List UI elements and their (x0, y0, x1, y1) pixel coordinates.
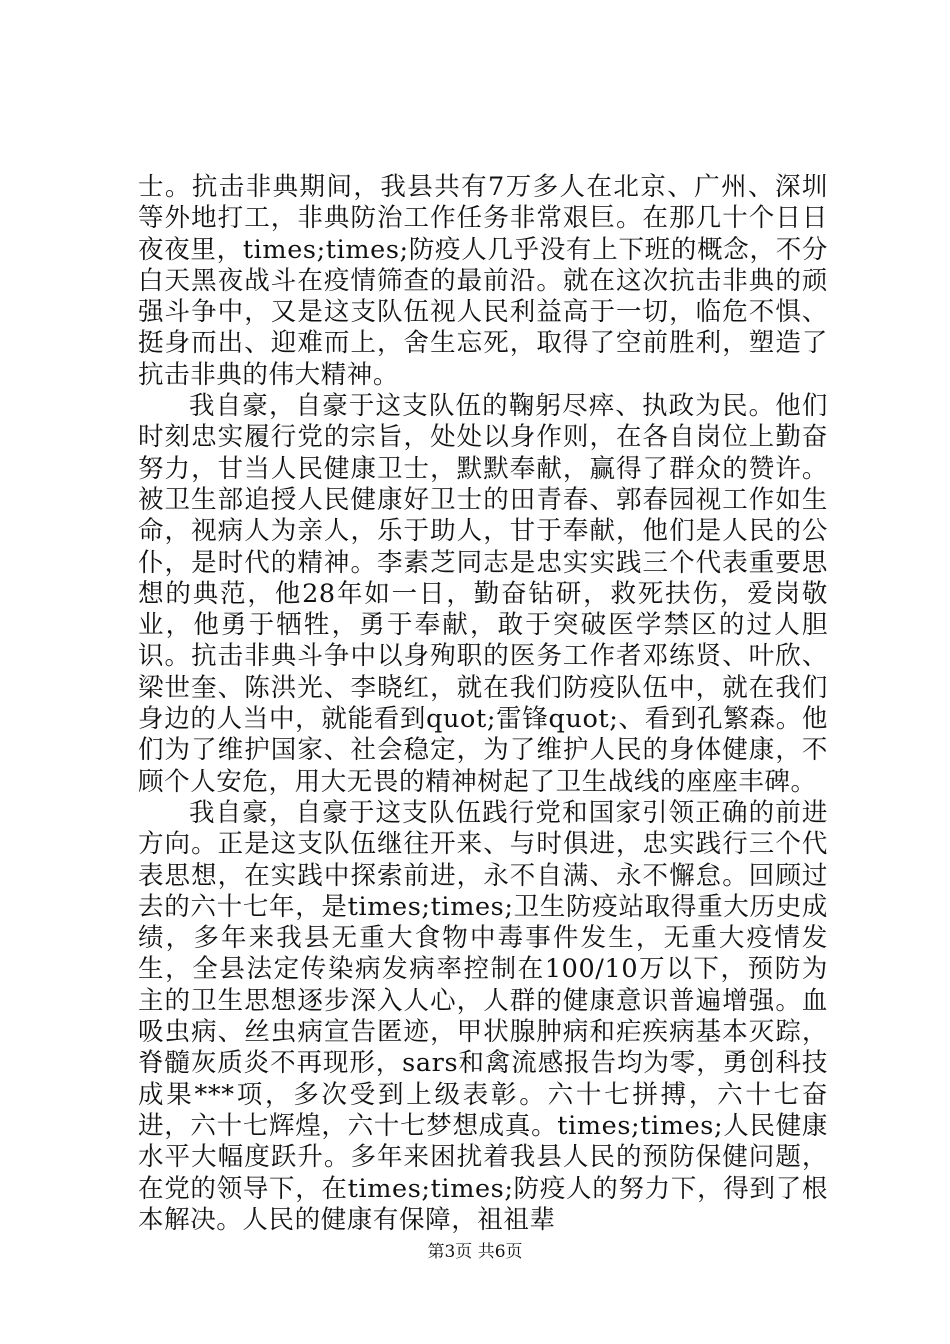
document-body (138, 172, 828, 1236)
paragraph-3: 我自豪，自豪于这支队伍践行党和国家引领正确的前进方向。正是这支队伍继往开来、与时俱进，忠实践行三个代表思想，在实践中探索前进，永不自满、永不懈怠。回顾过去的六十七年，是times;times;卫生防疫站取得重大历史成绩，多年来我县无重大食物中毒事件发生，无重大疫情发生，全县法定传染病发病率控制在100/10万以下，预防为主的卫生思想逐步深入人心，人群的健康意识普遍增强。血吸虫病、丝虫病宣告匿迹，甲状腺肿病和疟疾病基本灭踪，脊髓灰质炎不再现形，sars和禽流感报告均为零，勇创科技成果***项，多次受到上级表彰。六十七拼搏，六十七奋进，六十七辉煌，六十七梦想成真。times;times;人民健康水平大幅度跃升。多年来困扰着我县人民的预防保健问题，在党的领导下，在times;times;防疫人的努力下，得到了根本解决。人民的健康有保障，祖祖辈 (138, 797, 828, 1235)
paragraph-1: 士。抗击非典期间，我县共有7万多人在北京、广州、深圳等外地打工，非典防治工作任务非常艰巨。在那几十个日日夜夜里，times;times;防疫人几乎没有上下班的概念，不分白天黑夜战斗在疫情筛查的最前沿。就在这次抗击非典的顽强斗争中，又是这支队伍视人民利益高于一切，临危不惧、挺身而出、迎难而上，舍生忘死，取得了空前胜利，塑造了抗击非典的伟大精神。 (138, 172, 828, 390)
paragraph-2: 我自豪，自豪于这支队伍的鞠躬尽瘁、执政为民。他们时刻忠实履行党的宗旨，处处以身作则，在各自岗位上勤奋努力，甘当人民健康卫士，默默奉献，赢得了群众的赞许。被卫生部追授人民健康好卫士的田青春、郭春园视工作如生命，视病人为亲人，乐于助人，甘于奉献，他们是人民的公仆，是时代的精神。李素芝同志是忠实实践三个代表重要思想的典范，他28年如一日，勤奋钻研，救死扶伤，爱岗敬业，他勇于牺牲，勇于奉献，敢于突破医学禁区的过人胆识。抗击非典斗争中以身殉职的医务工作者邓练贤、叶欣、梁世奎、陈洪光、李晓红，就在我们防疫队伍中，就在我们身边的人当中，就能看到quot;雷锋quot;、看到孔繁森。他们为了维护国家、社会稳定，为了维护人民的身体健康，不顾个人安危，用大无畏的精神树起了卫生战线的座座丰碑。 (138, 391, 828, 797)
page-number-footer: 第3页 共6页 (427, 1242, 523, 1262)
